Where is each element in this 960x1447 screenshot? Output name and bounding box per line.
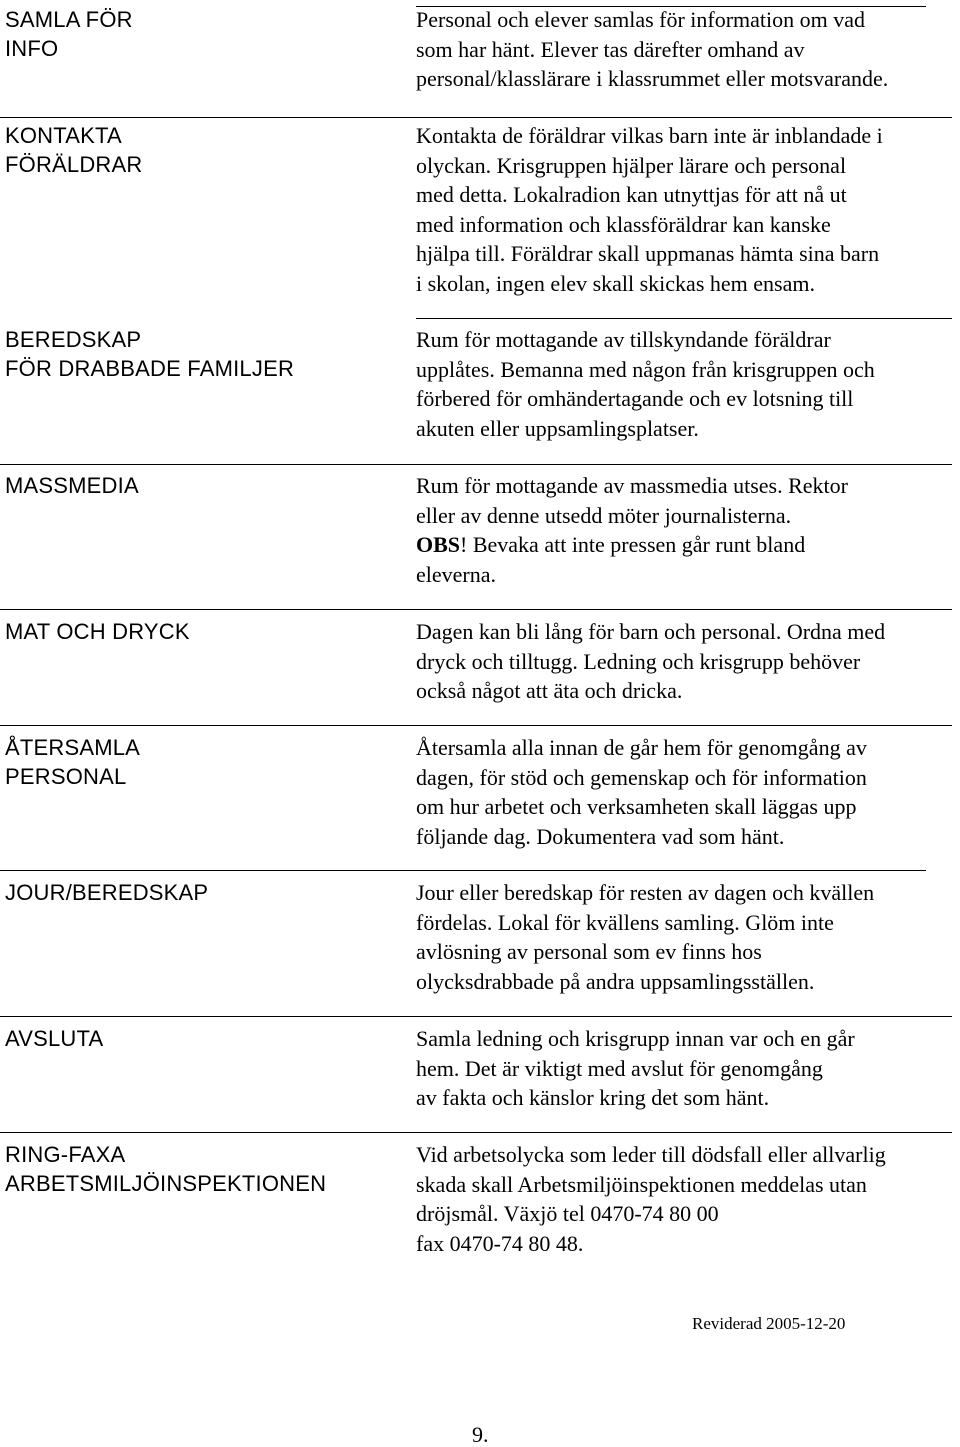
body-line: Kontakta de föräldrar vilkas barn inte är inblandade i bbox=[416, 123, 883, 148]
body-line: hjälpa till. Föräldrar skall uppmanas hämta sina barn bbox=[416, 241, 880, 266]
body-line: Jour eller beredskap för resten av dagen och kvällen bbox=[416, 880, 875, 905]
section-heading bbox=[5, 121, 405, 179]
body-line: hem. Det är viktigt med avslut för genomgång bbox=[416, 1055, 823, 1081]
body-line: Återsamla alla innan de går hem för genomgång av bbox=[416, 735, 867, 760]
heading-line: RING-FAXA bbox=[5, 1142, 126, 1167]
revision-date: Reviderad 2005-12-20 bbox=[692, 1314, 846, 1333]
body-line: som har hänt. Elever tas därefter omhand av bbox=[416, 36, 805, 62]
heading-line: ARBETSMILJÖINSPEKTIONEN bbox=[5, 1171, 327, 1196]
obs-text: ! Bevaka att inte pressen går runt bland bbox=[460, 532, 806, 557]
body-line: med detta. Lokalradion kan utnyttjas för att nå ut bbox=[416, 182, 847, 207]
separator-rule bbox=[0, 117, 952, 118]
body-line: dryck och tilltugg. Ledning och krisgrupp behöver bbox=[416, 648, 861, 674]
section-heading bbox=[5, 471, 405, 500]
heading-line: INFO bbox=[5, 36, 59, 61]
heading-line: JOUR/BEREDSKAP bbox=[5, 880, 209, 905]
body-line: olyckan. Krisgruppen hjälper lärare och personal bbox=[416, 152, 847, 178]
heading-line: MASSMEDIA bbox=[5, 473, 139, 498]
heading-line: MAT OCH DRYCK bbox=[5, 619, 190, 644]
body-line: i skolan, ingen elev skall skickas hem ensam. bbox=[416, 270, 815, 296]
separator-rule bbox=[0, 1016, 952, 1017]
body-line bbox=[416, 530, 960, 560]
body-line: Rum för mottagande av tillskyndande föräldrar bbox=[416, 327, 831, 352]
body-line: Vid arbetsolycka som leder till dödsfall eller allvarlig bbox=[416, 1142, 886, 1167]
section-heading bbox=[5, 878, 405, 907]
separator-rule bbox=[416, 318, 952, 319]
heading-line: PERSONAL bbox=[5, 764, 127, 789]
body-line: förbered för omhändertagande och ev lotsning till bbox=[416, 386, 854, 411]
section-heading bbox=[5, 733, 405, 791]
section-body bbox=[416, 1024, 960, 1113]
heading-line: FÖR DRABBADE FAMILJER bbox=[5, 356, 295, 381]
heading-line: AVSLUTA bbox=[5, 1026, 104, 1051]
body-line: av fakta och känslor kring det som hänt. bbox=[416, 1085, 770, 1110]
body-line: följande dag. Dokumentera vad som hänt. bbox=[416, 823, 785, 849]
body-line: Personal och elever samlas för information om vad bbox=[416, 7, 866, 32]
body-line: personal/klasslärare i klassrummet eller motsvarande. bbox=[416, 66, 889, 91]
separator-rule bbox=[0, 464, 952, 465]
heading-line: KONTAKTA bbox=[5, 123, 122, 148]
body-line: också något att äta och dricka. bbox=[416, 678, 683, 703]
section-body bbox=[416, 1140, 960, 1258]
section-body bbox=[416, 617, 960, 706]
separator-rule bbox=[0, 870, 926, 871]
section-body bbox=[416, 121, 960, 298]
body-line: avlösning av personal som ev finns hos bbox=[416, 939, 762, 964]
heading-line: BEREDSKAP bbox=[5, 327, 142, 352]
section-heading bbox=[5, 325, 405, 383]
body-line: akuten eller uppsamlingsplatser. bbox=[416, 415, 699, 441]
separator-rule bbox=[0, 609, 952, 610]
separator-rule bbox=[0, 725, 952, 726]
section-body bbox=[416, 5, 960, 94]
body-line: med information och klassföräldrar kan kanske bbox=[416, 211, 831, 237]
body-line: dagen, för stöd och gemenskap och för information bbox=[416, 764, 867, 790]
body-line: Rum för mottagande av massmedia utses. Rektor bbox=[416, 473, 848, 498]
separator-rule bbox=[0, 1132, 952, 1133]
page-number: 9. bbox=[472, 1422, 489, 1447]
body-line: Samla ledning och krisgrupp innan var och en går bbox=[416, 1026, 855, 1051]
body-line: upplåtes. Bemanna med någon från krisgruppen och bbox=[416, 356, 875, 382]
section-body bbox=[416, 733, 960, 851]
section-heading bbox=[5, 1024, 405, 1053]
body-line: fax 0470-74 80 48. bbox=[416, 1230, 584, 1256]
heading-line: SAMLA FÖR bbox=[5, 7, 133, 32]
section-body bbox=[416, 878, 960, 996]
section-heading bbox=[5, 5, 405, 63]
body-line: skada skall Arbetsmiljöinspektionen meddelas utan bbox=[416, 1171, 867, 1197]
body-line: om hur arbetet och verksamheten skall läggas upp bbox=[416, 794, 857, 819]
heading-line: ÅTERSAMLA bbox=[5, 735, 141, 760]
body-line: olycksdrabbade på andra uppsamlingsställen. bbox=[416, 968, 815, 994]
section-heading bbox=[5, 1140, 405, 1198]
body-line: eleverna. bbox=[416, 561, 496, 587]
section-heading bbox=[5, 617, 405, 646]
body-line: fördelas. Lokal för kvällens samling. Glöm inte bbox=[416, 909, 834, 935]
section-body bbox=[416, 325, 960, 443]
body-line: dröjsmål. Växjö tel 0470-74 80 00 bbox=[416, 1201, 719, 1226]
obs-label: OBS bbox=[416, 532, 461, 557]
section-body bbox=[416, 471, 960, 589]
body-line: Dagen kan bli lång för barn och personal. Ordna med bbox=[416, 619, 886, 644]
body-line: eller av denne utsedd möter journalisterna. bbox=[416, 502, 792, 528]
heading-line: FÖRÄLDRAR bbox=[5, 152, 143, 177]
